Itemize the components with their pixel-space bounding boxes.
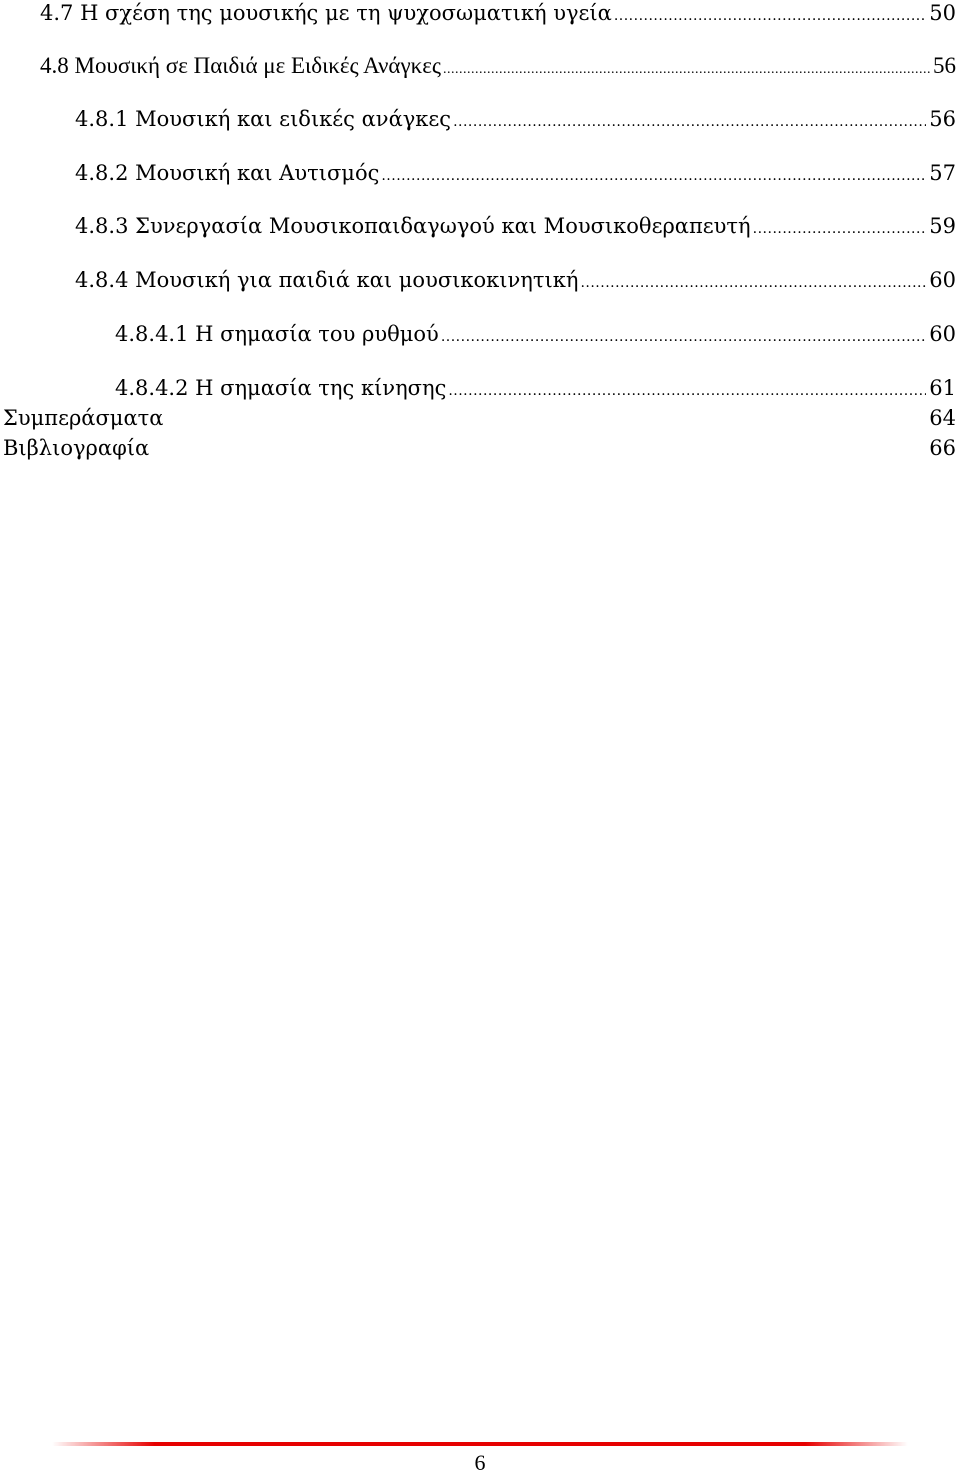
toc-entry-title: Βιβλιογραφία (3, 436, 150, 460)
toc-entry-page: 60 (929, 322, 956, 346)
toc-entry-title: 4.8.4.1 Η σημασία του ρυθμού (115, 322, 439, 346)
toc-entry-page: 66 (929, 436, 956, 460)
toc-entry-page: 50 (929, 1, 956, 25)
toc-entry-4-8-4-1[interactable] (115, 321, 956, 350)
toc-entry-4-8[interactable] (40, 53, 956, 83)
toc-entry-title: 4.8.4.2 Η σημασία της κίνησης (115, 376, 447, 400)
dot-leader (448, 378, 926, 404)
toc-entry-4-8-4-2[interactable] (115, 375, 956, 404)
toc-entry-title: 4.7 Η σχέση της μουσικής με τη ψυχοσωματική υγεία (40, 1, 612, 25)
dot-leader (753, 216, 927, 242)
toc-entry-page: 56 (929, 107, 956, 131)
toc-entry-title: Συμπεράσματα (3, 406, 164, 430)
dot-leader (443, 57, 930, 83)
toc-entry-4-8-3[interactable] (75, 213, 956, 242)
dot-leader (453, 109, 926, 135)
toc-entry-page: 60 (929, 268, 956, 292)
page-number: 6 (474, 1450, 486, 1475)
toc-entry-4-8-1[interactable] (75, 106, 956, 135)
dot-leader (441, 324, 926, 350)
toc-entry-title: 4.8.2 Μουσική και Αυτισμός (75, 161, 380, 185)
toc-entry-title: 4.8 Μουσική σε Παιδιά με Ειδικές Ανάγκες (40, 53, 441, 78)
dot-leader (580, 270, 926, 296)
toc-entry-title: 4.8.1 Μουσική και ειδικές ανάγκες (75, 107, 452, 131)
toc-entry-page: 57 (929, 161, 956, 185)
toc-entry-title: 4.8.4 Μουσική για παιδιά και μουσικοκινητική (75, 268, 579, 292)
toc-entry-page: 64 (929, 406, 956, 430)
toc-entry-conclusions[interactable] (3, 405, 956, 431)
toc-entry-title: 4.8.3 Συνεργασία Μουσικοπαιδαγωγού και Μουσικοθεραπευτή (75, 214, 751, 238)
toc-entry-bibliography[interactable] (3, 435, 956, 461)
toc-entry-page: 61 (929, 376, 956, 400)
footer-rule (52, 1442, 908, 1446)
dot-leader (614, 3, 926, 29)
dot-leader (381, 163, 926, 189)
toc-entry-4-7[interactable] (40, 0, 956, 29)
toc-entry-page: 59 (929, 214, 956, 238)
toc-entry-page: 56 (933, 53, 956, 78)
toc-entry-4-8-2[interactable] (75, 160, 956, 189)
toc-entry-4-8-4[interactable] (75, 267, 956, 296)
